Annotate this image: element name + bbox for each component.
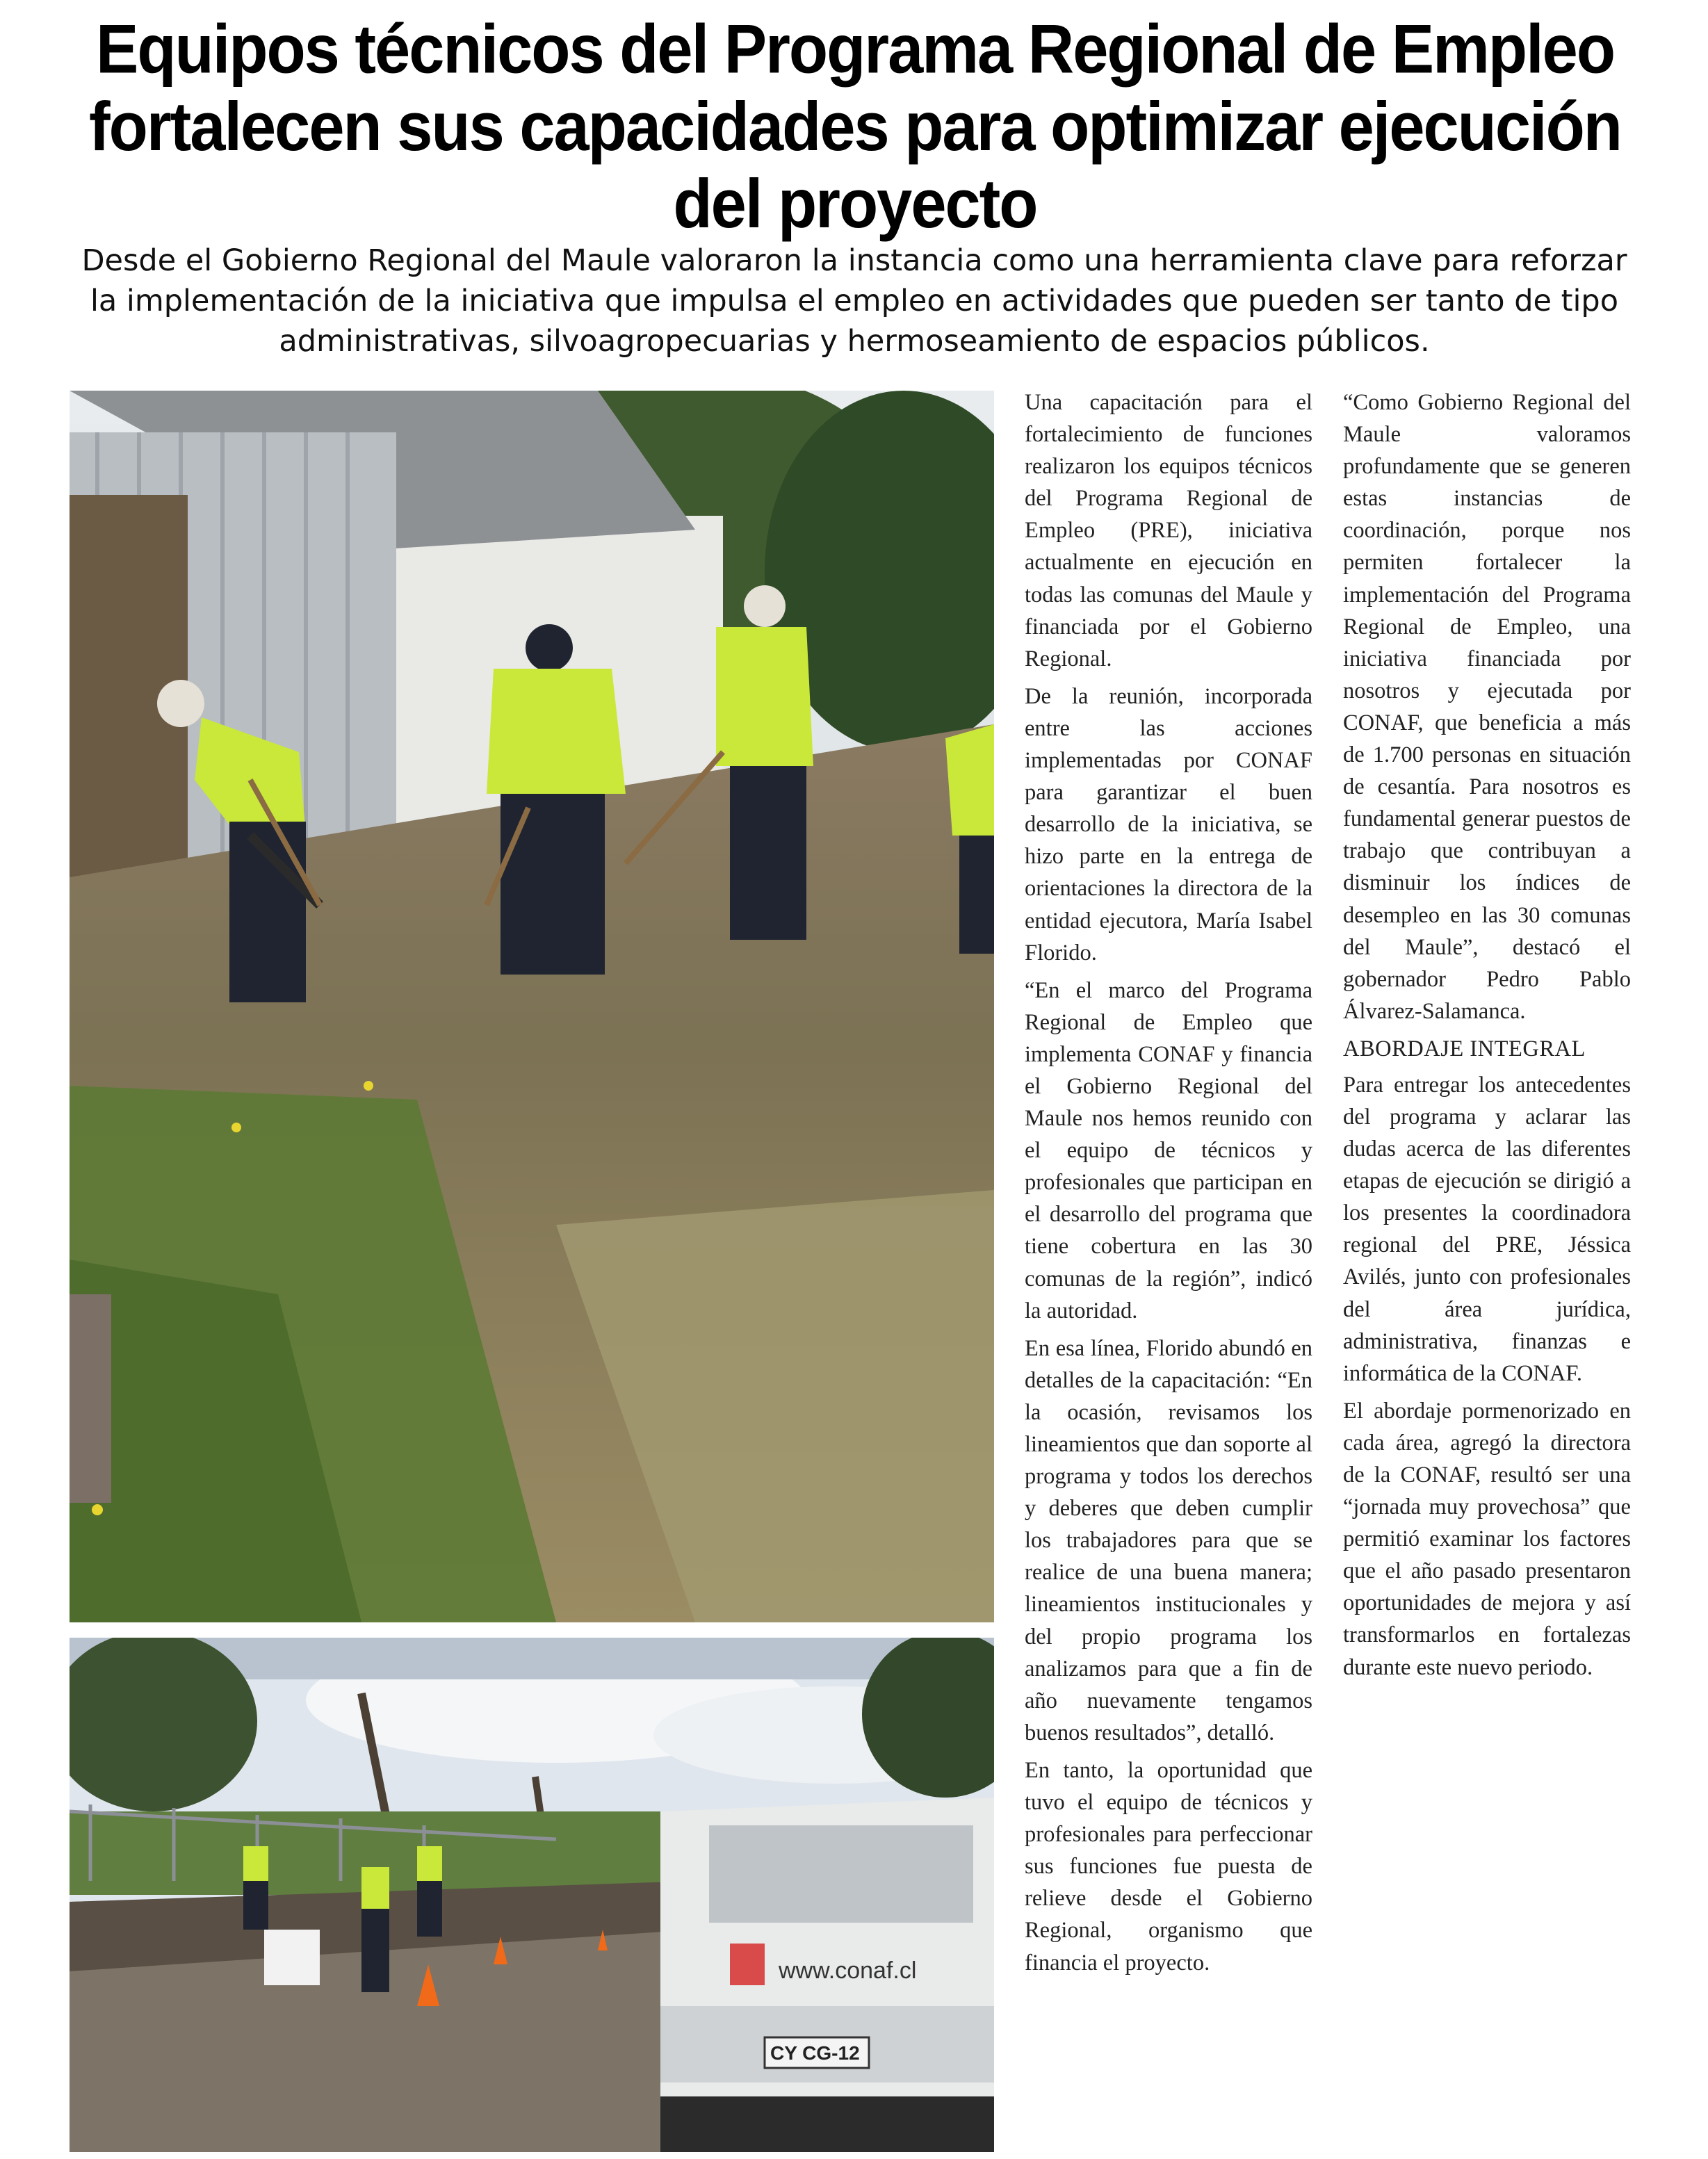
body-paragraph: El abordaje pormenorizado en cada área, agregó la directora de la CONAF, resultó ser una “jornada muy provechosa” que permitió examinar los factores que el año pasado presentaron oportunidades de mejora y así transformarlos en fortalezas durante este nuevo periodo. [1343, 1398, 1631, 1680]
body-paragraph: Para entregar los antecedentes del programa y aclarar las dudas acerca de las diferentes etapas de ejecución se dirigió a los presentes la coordinadora regional del PRE, Jéssica Avilés, junto con profesionales del área jurídica, administrativa, finanzas e informática de la CONAF. [1343, 1072, 1631, 1386]
article-headline: Equipos técnicos del Programa Regional de Empleo fortalecen sus capacidades para optimizar ejecución del proyecto [89, 11, 1621, 243]
article-column-1 [1025, 386, 1312, 1985]
body-paragraph: En tanto, la oportunidad que tuvo el equipo de técnicos y profesionales para perfeccionar sus funciones fue puesta de relieve desde el Gobierno Regional, organismo que financia el proyecto. [1025, 1757, 1312, 1975]
article-lead: Desde el Gobierno Regional del Maule valoraron la instancia como una herramienta clave para reforzar la implementación de la iniciativa que impulsa el empleo en actividades que pueden ser tanto de tipo administrativas, silvoagropecuarias y hermoseamiento de espacios públicos. [81, 243, 1627, 359]
body-paragraph: En esa línea, Florido abundó en detalles de la capacitación: “En la ocasión, revisamos los lineamientos que dan soporte al programa y todos los derechos y deberes que deben cumplir los trabajadores para que se realice de una buena manera; lineamientos institucionales y del propio programa los analizamos para que a fin de año nuevamente tengamos buenos resultados”, detalló. [1025, 1335, 1312, 1745]
subhead-abordaje-integral: ABORDAJE INTEGRAL [1343, 1036, 1586, 1061]
article-column-2 [1343, 386, 1631, 1689]
truck-door-text: www.conaf.cl [779, 1957, 917, 1984]
truck-plate: CY CG-12 [770, 2042, 860, 2064]
body-paragraph: Una capacitación para el fortalecimiento de funciones realizaron los equipos técnicos del Programa Regional de Empleo (PRE), iniciativa actualmente en ejecución en todas las comunas del Maule y financiada por el Gobierno Regional. [1025, 390, 1312, 671]
photo-roadside-truck [70, 1638, 994, 2152]
body-paragraph: “En el marco del Programa Regional de Empleo que implementa CONAF y financia el Gobierno Regional del Maule nos hemos reunido con el equipo de técnicos y profesionales que participan en el desarrollo del programa que tiene cobertura en las 30 comunas de la región”, indicó la autoridad. [1025, 977, 1312, 1323]
body-paragraph: “Como Gobierno Regional del Maule valoramos profundamente que se generen estas instancias de coordinación, porque nos permiten fortalecer la implementación del Programa Regional de Empleo, una iniciativa financiada por nosotros y ejecutada por CONAF, que beneficia a más de 1.700 personas en situación de cesantía. Para nosotros es fundamental generar puestos de trabajo que contribuyan a disminuir los índices de desempleo en las 30 comunas del Maule”, destacó el gobernador Pedro Pablo Álvarez-Salamanca. [1343, 390, 1631, 1024]
body-paragraph: De la reunión, incorporada entre las acciones implementadas por CONAF para garantizar el buen desarrollo de la iniciativa, se hizo parte en la entrega de orientaciones la directora de la entidad ejecutora, María Isabel Florido. [1025, 683, 1312, 966]
photo-workers-yard [70, 391, 994, 1622]
